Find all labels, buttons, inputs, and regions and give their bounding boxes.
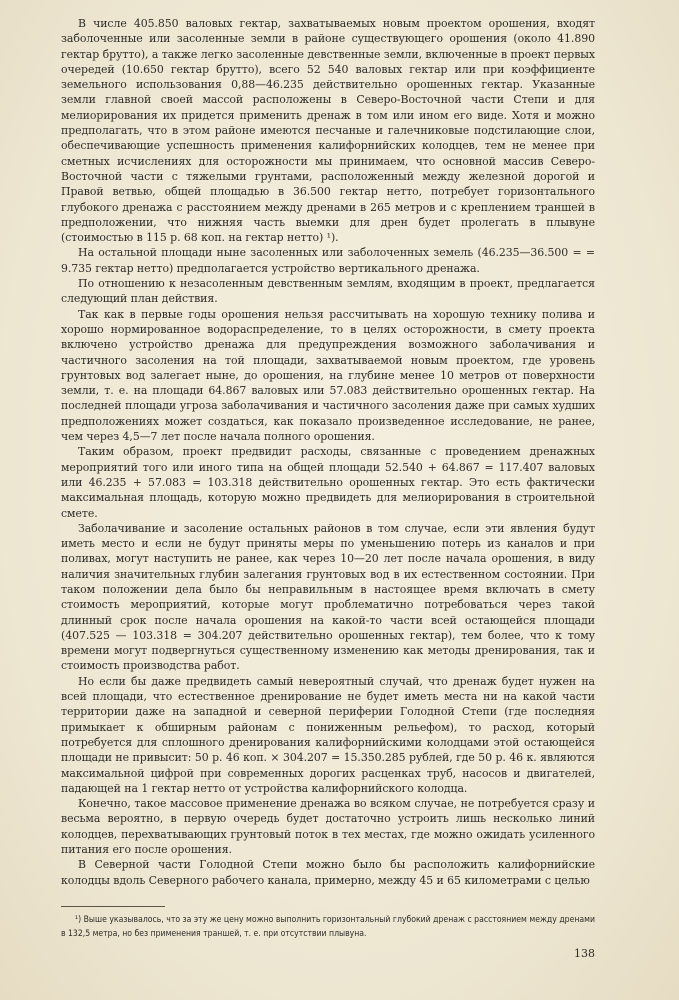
page-number: 138 bbox=[574, 947, 595, 960]
footnote: ¹) Выше указывалось, что за эту же цену можно выполнить горизонтальный глубокий дренаж с расстоянием между дренами в 132,5 метра, но без применения траншей, т. е. при отсутствии плывуна. bbox=[61, 915, 595, 939]
body-text bbox=[61, 16, 595, 888]
paragraph-6: Заболачивание и засоление остальных районов в том случае, если эти явления будут иметь место и если не будут приняты меры по уменьшению потерь из каналов и при поливах, могут наступить не ранее, как через 10—20 лет после начала орошения, в виду наличия значительных глубин залегания грунтовых вод в их естественном состоянии. При таком положении дела было бы неправильным в настоящее время включать в смету стоимость мероприятий, которые могут проблематично потребоваться через такой длинный срок после начала орошения на какой-то части всей остающейся площади (407.525 — 103.318 = 304.207 действительно орошенных гектар), тем более, что к тому времени могут подвергнуться существенному изменению как методы дренирования, так и стоимость производства работ. bbox=[61, 521, 595, 673]
paragraph-2: На остальной площади ныне засоленных или заболоченных земель (46.235—36.500 = = 9.735 гектар нетто) предполагается устройство вертикального дренажа. bbox=[61, 246, 595, 275]
paragraph-8: Конечно, такое массовое применение дренажа во всяком случае, не потребуется сразу и весьма вероятно, в первую очередь будет достаточно устроить лишь несколько линий колодцев, перехватывающих грунтовый поток в тех местах, где можно ожидать усиленного питания его после орошения. bbox=[61, 797, 595, 857]
paragraph-7: Но если бы даже предвидеть самый невероятный случай, что дренаж будет нужен на всей площади, что естественное дренирование не будет иметь места ни на какой части территории даже на западной и северной периферии Голодной Степи (где последняя примыкает к обширным районам с пониженным рельефом), то расход, который потребуется для сплошного дренирования калифорнийскими колодцами этой остающейся площади не привысит: 50 р. 46 коп. × 304.207 = 15.350.285 рублей, где 50 р. 46 к. являются максимальной цифрой при современных дорогих расценках труб, насосов и двигателей, падающей на 1 гектар нетто от устройства калифорнийского колодца. bbox=[61, 674, 595, 795]
paragraph-4: Так как в первые годы орошения нельзя рассчитывать на хорошую технику полива и хорошо нормированное водораспределение, то в целях осторожности, в смету проекта включено устройство дренажа для предупреждения возможного заболачивания и частичного засоления на той площади, захватываемой новым проектом, где уровень грунтовых вод залегает ныне, до орошения, на глубине менее 10 метров от поверхности земли, т. е. на площади 64.867 валовых или 57.083 действительно орошенных гектар. На последней площади угроза заболачивания и частичного засоления даже при самых худших предположениях может создаться, как показало произведенное исследование, не ранее, чем через 4,5—7 лет после начала полного орошения. bbox=[61, 307, 595, 444]
paragraph-3: По отношению к незасоленным девственным землям, входящим в проект, предлагается следующий план действия. bbox=[61, 277, 595, 306]
paragraph-1: В числе 405.850 валовых гектар, захватываемых новым проектом орошения, входят заболоченные или засоленные земли в районе существующего орошения (около 41.890 гектар брутто), а также легко засоленные девственные земли, включенные в проект первых очередей (10.650 гектар брутто), всего 52 540 валовых гектар или при коэффициенте земельного использования 0,88—46.235 действительно орошенных гектар. Указанные земли главной своей массой расположены в Северо-Восточной части Степи и для мелиорирования их придется применить дренаж в том или ином его виде. Хотя и можно предполагать, что в этом районе имеются песчаные и галечниковые подстилающие слои, обеспечивающие успешность применения калифорнийских колодцев, тем не менее при сметных исчислениях для осторожности мы принимаем, что основной массив Северо-Восточной части с тяжелыми грунтами, расположенный между железной дорогой и Правой ветвью, общей площадью в 36.500 гектар нетто, потребует горизонтального глубокого дренажа с расстоянием между дренами в 265 метров и с креплением траншей в предположении, что нижняя часть выемки для дрен будет пролегать в плывуне (стоимостью в 115 р. 68 коп. на гектар нетто) ¹). bbox=[61, 17, 595, 245]
paragraph-5: Таким образом, проект предвидит расходы, связанные с проведением дренажных мероприятий того или иного типа на общей площади 52.540 + 64.867 = 117.407 валовых или 46.235 + 57.083 = 103.318 действительно орошенных гектар. Это есть фактически максимальная площадь, которую можно предвидеть для мелиорирования в строительной смете. bbox=[61, 445, 595, 520]
paragraph-9: В Северной части Голодной Степи можно было бы расположить калифорнийские колодцы вдоль Северного рабочего канала, примерно, между 45 и 65 километрами с целью bbox=[61, 858, 595, 887]
footnote-separator bbox=[61, 906, 165, 907]
